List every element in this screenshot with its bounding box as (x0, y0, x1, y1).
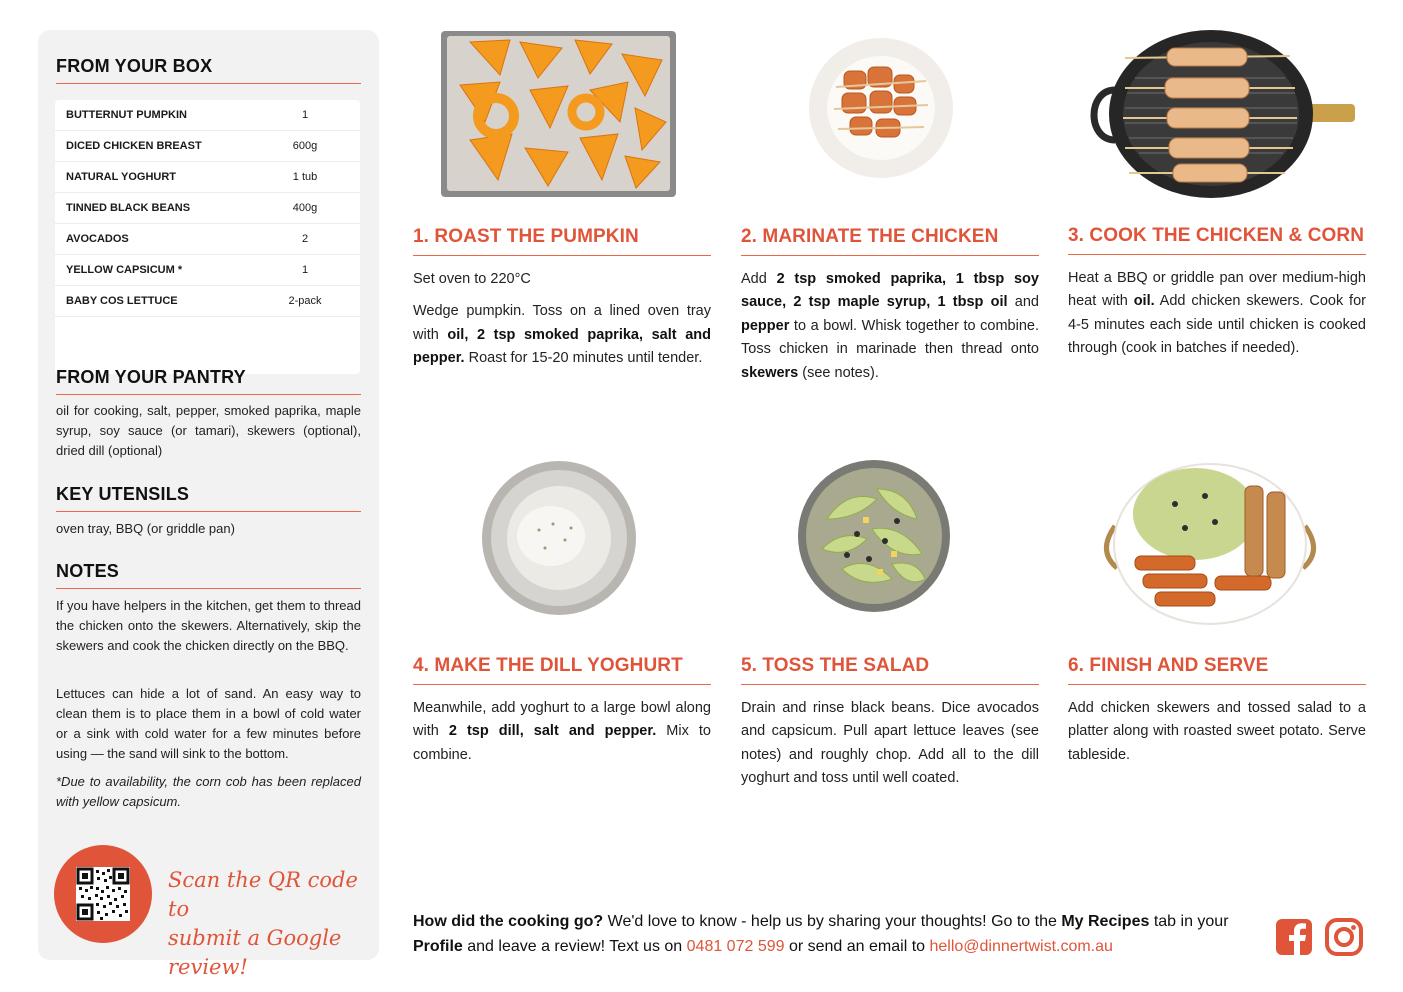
facebook-icon[interactable] (1275, 918, 1313, 956)
notes-heading: NOTES (56, 561, 361, 589)
ingredient-qty: 2-pack (288, 295, 322, 307)
qr-prompt-line: Scan the QR code to (168, 868, 358, 921)
step-4-heading: 4. MAKE THE DILL YOGHURT (413, 655, 711, 685)
table-row (55, 131, 360, 162)
my-recipes-link[interactable]: My Recipes (1061, 913, 1150, 930)
ingredient-name: YELLOW CAPSICUM * (66, 264, 183, 276)
instagram-icon[interactable] (1325, 918, 1363, 956)
tossed-salad-photo (797, 459, 952, 614)
table-row (55, 162, 360, 193)
step-6-heading: 6. FINISH AND SERVE (1068, 655, 1366, 685)
griddle-pan-photo (1085, 28, 1357, 198)
ingredient-qty: 1 (301, 264, 309, 276)
notes-footnote: *Due to availability, the corn cob has been replaced with yellow capsicum. (56, 774, 361, 809)
step-paragraph: Meanwhile, add yoghurt to a large bowl along with 2 tsp dill, salt and pepper. Mix to combine. (413, 700, 712, 763)
phone-link[interactable]: 0481 072 599 (686, 938, 785, 955)
table-row (55, 100, 360, 131)
ingredient-qty: 400g (292, 202, 318, 214)
ingredient-qty: 600g (292, 140, 318, 152)
ingredient-name: TINNED BLACK BEANS (66, 202, 191, 214)
table-row (55, 224, 360, 255)
step-paragraph: Set oven to 220°C (413, 271, 531, 287)
step-6-body (1068, 697, 1366, 776)
box-items-table (55, 100, 360, 374)
ingredient-qty: 1 tub (292, 171, 318, 183)
ingredient-name: BABY COS LETTUCE (66, 295, 178, 307)
table-row (55, 286, 360, 317)
notes-paragraph: If you have helpers in the kitchen, get them to thread the chicken onto the skewers. Alternatively, skip the skewers and cook the chicken directly on the BBQ. (56, 598, 361, 653)
step-2-body (741, 268, 1039, 394)
email-link[interactable]: hello@dinnertwist.com.au (929, 938, 1113, 955)
notes-paragraph: Lettuces can hide a lot of sand. An easy way to clean them is to place them in a bowl of cold water or a sink with cold water for a few minutes before using — the sand will sink to the bottom. (56, 686, 361, 761)
ingredient-qty: 2 (301, 233, 309, 245)
qr-review-prompt (168, 866, 368, 982)
table-row (55, 193, 360, 224)
ingredient-name: BUTTERNUT PUMPKIN (66, 109, 187, 121)
qr-code-icon[interactable] (76, 867, 130, 921)
utensils-text: oven tray, BBQ (or griddle pan) (56, 521, 235, 536)
footer-text: or send an email to (784, 938, 930, 955)
step-2-heading: 2. MARINATE THE CHICKEN (741, 226, 1039, 256)
ingredient-qty: 1 (301, 109, 309, 121)
step-1-heading: 1. ROAST THE PUMPKIN (413, 226, 711, 256)
step-paragraph: Add chicken skewers and tossed salad to a platter along with roasted sweet potato. Serve tableside. (1068, 700, 1366, 763)
footer-text: We'd love to know - help us by sharing your thoughts! Go to the (603, 913, 1062, 930)
table-row (55, 255, 360, 286)
step-4-body (413, 697, 711, 776)
step-paragraph: Heat a BBQ or griddle pan over medium-high heat with oil. Add chicken skewers. Cook for 4-5 minutes each side until chicken is cooked through (cook in batches if needed). (1068, 270, 1366, 357)
roasted-pumpkin-photo (440, 30, 677, 198)
step-3-body (1068, 267, 1366, 370)
qr-prompt-line: submit a Google review! (168, 926, 342, 979)
key-utensils-heading: KEY UTENSILS (56, 484, 361, 512)
review-footer (413, 909, 1263, 959)
footer-text: tab in your (1149, 913, 1229, 930)
step-paragraph: Wedge pumpkin. Toss on a lined oven tray with oil, 2 tsp smoked paprika, salt and pepper. Roast for 15-20 minutes until tender. (413, 303, 711, 367)
from-your-pantry-heading: FROM YOUR PANTRY (56, 367, 361, 395)
step-paragraph: Add 2 tsp smoked paprika, 1 tbsp soy sauce, 2 tsp maple syrup, 1 tbsp oil and pepper to a bowl. Whisk together to combine. Toss chicken in marinade then thread onto skewers (see notes). (741, 271, 1039, 381)
ingredient-name: AVOCADOS (66, 233, 129, 245)
step-5-body (741, 697, 1039, 800)
qr-code-badge[interactable] (54, 845, 152, 943)
ingredient-name: DICED CHICKEN BREAST (66, 140, 202, 152)
profile-link[interactable]: Profile (413, 938, 463, 955)
footer-question: How did the cooking go? (413, 913, 604, 930)
from-your-box-heading: FROM YOUR BOX (56, 56, 361, 84)
marinated-chicken-photo (808, 37, 954, 179)
ingredients-sidebar (38, 30, 379, 979)
step-3-heading: 3. COOK THE CHICKEN & CORN (1068, 225, 1366, 255)
pantry-text: oil for cooking, salt, pepper, smoked paprika, maple syrup, soy sauce (or tamari), skewers (optional), dried dill (optional) (56, 403, 361, 458)
step-1-body (413, 268, 711, 380)
finished-platter-photo (1095, 456, 1325, 626)
dill-yoghurt-photo (481, 460, 638, 617)
ingredient-name: NATURAL YOGHURT (66, 171, 176, 183)
footer-text: and leave a review! Text us on (462, 938, 687, 955)
step-paragraph: Drain and rinse black beans. Dice avocados and capsicum. Pull apart lettuce leaves (see notes) and roughly chop. Add all to the dill yoghurt and toss until well coated. (741, 700, 1039, 787)
step-5-heading: 5. TOSS THE SALAD (741, 655, 1039, 685)
